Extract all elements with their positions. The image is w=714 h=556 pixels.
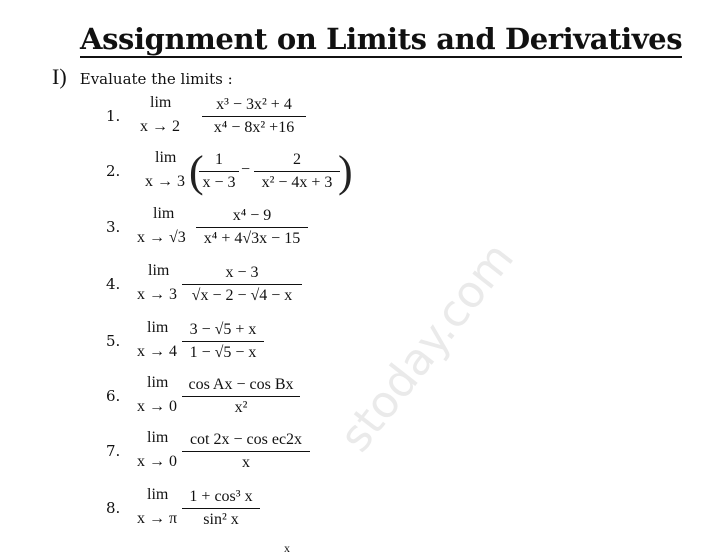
lim-word: lim: [147, 486, 169, 503]
limit-problem-2: [0, 149, 714, 205]
limit-approach: x → √3: [137, 229, 186, 246]
problem-number: 2.: [106, 162, 121, 180]
fraction: [182, 319, 264, 364]
page-title: Assignment on Limits and Derivatives: [80, 22, 683, 56]
numerator: cot 2x − cos ec2x: [189, 431, 303, 448]
denominator: x: [182, 451, 310, 474]
limit-problem-7: [0, 429, 714, 485]
numerator: 2: [293, 151, 301, 168]
lim-word: lim: [147, 429, 169, 446]
denominator: √x − 2 − √4 − x: [182, 284, 302, 307]
fraction: [202, 94, 306, 139]
section-heading: [52, 64, 233, 90]
limit-approach: x → π: [137, 510, 178, 527]
numerator: x⁴ − 9: [232, 207, 272, 224]
lim-word: lim: [147, 374, 169, 391]
left-paren: (: [189, 147, 204, 196]
lim-word: lim: [148, 262, 170, 279]
numerator: 1: [215, 151, 223, 168]
numerator: cos Ax − cos Bx: [188, 376, 294, 393]
limit-approach: x → 0: [137, 453, 177, 470]
limit-approach: x → 0: [137, 398, 177, 415]
limit-problem-3: [0, 205, 714, 261]
fraction: [196, 205, 308, 250]
watermark: stoday.com: [330, 233, 524, 462]
fraction: [182, 429, 310, 474]
problem-number: 7.: [106, 442, 121, 460]
denominator: 1 − √5 − x: [182, 341, 264, 364]
right-paren: ): [338, 147, 353, 196]
fraction: [182, 374, 300, 419]
problem-number: 8.: [106, 499, 121, 517]
numerator: x³ − 3x² + 4: [216, 96, 292, 113]
section-label: Evaluate the limits :: [79, 70, 233, 88]
problem-number: 3.: [106, 218, 121, 236]
limit-problem-6: [0, 374, 714, 430]
lim-word: lim: [153, 205, 175, 222]
lim-word: lim: [150, 94, 172, 111]
problem-number: 4.: [106, 275, 121, 293]
problem-number: 5.: [106, 332, 121, 350]
denominator: x − 3: [199, 171, 239, 194]
numerator: 1 + cos³ x: [189, 488, 253, 505]
denominator: x² − 4x + 3: [254, 171, 340, 194]
limit-approach: x → 3: [145, 173, 185, 190]
limit-approach: x → 2: [140, 118, 180, 135]
minus-operator: −: [241, 161, 251, 178]
limit-approach: x → 4: [137, 343, 177, 360]
problem-number: 1.: [106, 107, 121, 125]
lim-word: lim: [155, 149, 177, 166]
numerator: 3 − √5 + x: [189, 321, 257, 338]
limit-problem-5: [0, 319, 714, 375]
lim-word: lim: [147, 319, 169, 336]
denominator: sin² x: [182, 508, 260, 531]
problem-number: 6.: [106, 387, 121, 405]
fraction: [182, 486, 260, 531]
numerator: x − 3: [225, 264, 259, 281]
fraction: [182, 262, 302, 307]
denominator: x⁴ − 8x² +16: [202, 116, 306, 139]
denominator: x⁴ + 4√3x − 15: [196, 227, 308, 250]
limit-approach: x → 3: [137, 286, 177, 303]
partial-next-line: x: [284, 541, 290, 555]
limit-problem-4: [0, 262, 714, 318]
fraction-term-2: [254, 149, 340, 194]
limit-problem-8: [0, 486, 714, 542]
fraction-term-1: [199, 149, 239, 194]
section-number: I): [52, 64, 67, 89]
denominator: x²: [182, 396, 300, 419]
limit-problem-1: [0, 94, 714, 150]
